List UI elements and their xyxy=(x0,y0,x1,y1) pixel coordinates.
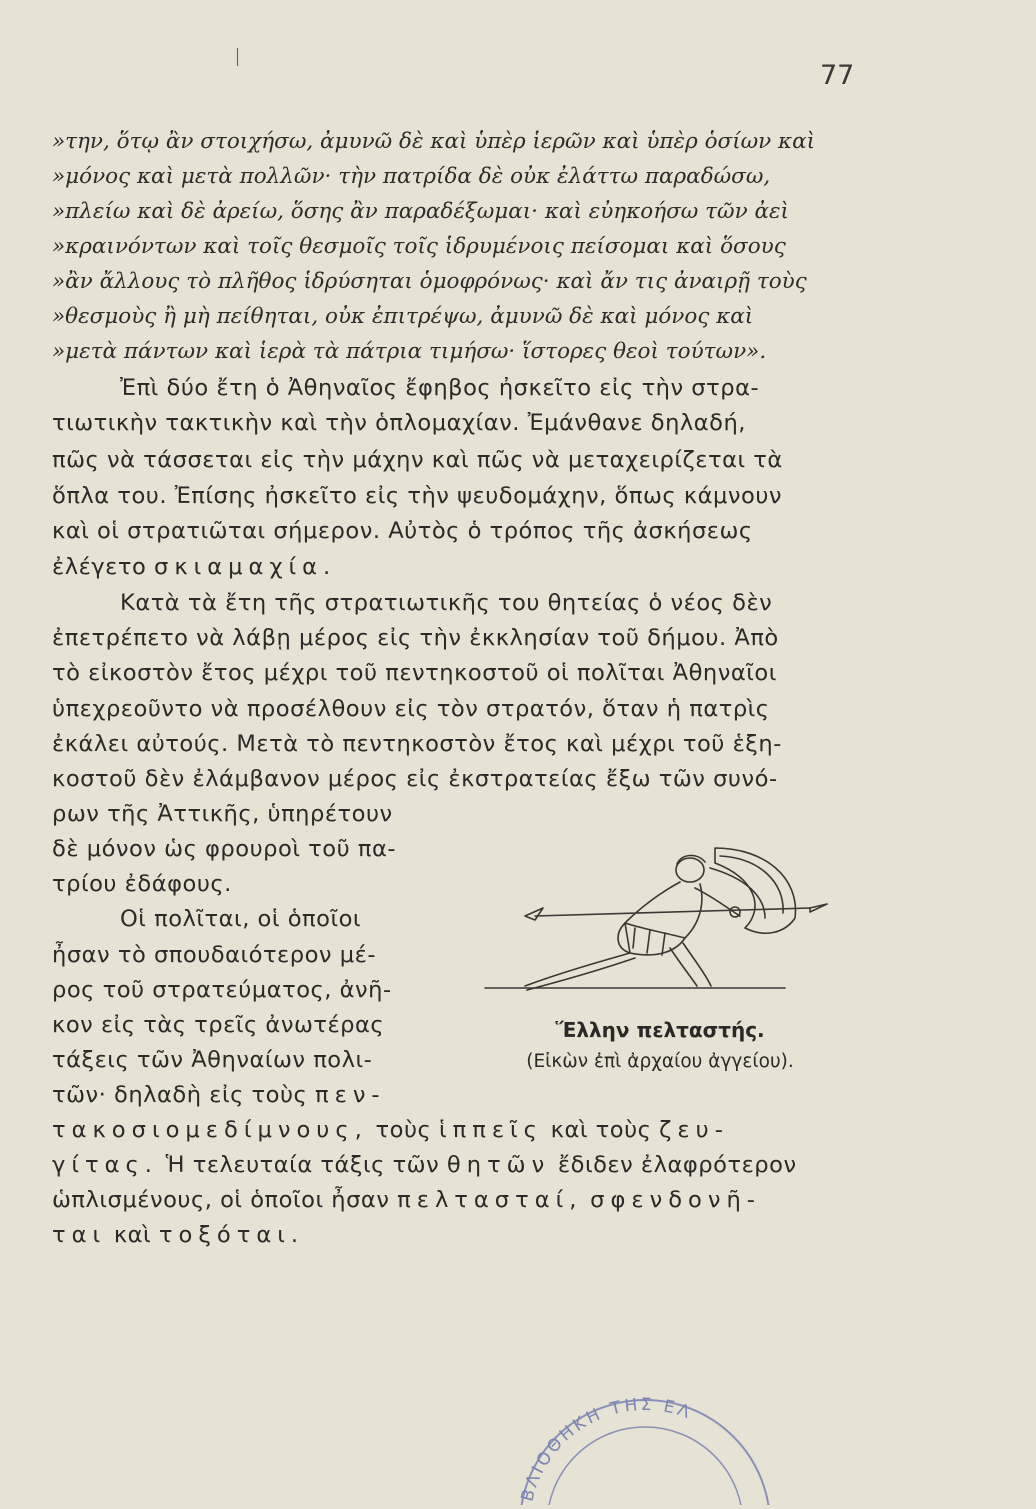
oath-line: »πλείω καὶ δὲ ἀρείω, ὅσης ἂν παραδέξωμαι· καὶ εὐηκοήσω τῶν ἀεὶ xyxy=(52,199,789,224)
emphasized-term: πεν- xyxy=(315,1082,386,1108)
text-fragment: τῶν· δηλαδὴ εἰς τοὺς xyxy=(52,1082,308,1108)
stamp-text: ΒΛΙΟΘΗΚΗ ΤΗΣ ΕΛ xyxy=(517,1394,696,1504)
text-line xyxy=(52,1222,304,1248)
text-line xyxy=(52,1187,761,1213)
oath-line: »μετὰ πάντων καὶ ἱερὰ τὰ πάτρια τιμήσω· ἵστορες θεοὶ τούτων». xyxy=(52,339,767,364)
text-line: ρος τοῦ στρατεύματος, ἀνῆ- xyxy=(52,977,392,1003)
text-line: τὸ εἰκοστὸν ἔτος μέχρι τοῦ πεντηκοστοῦ οἱ πολῖται Ἀθηναῖοι xyxy=(52,660,777,686)
text-line: κον εἰς τὰς τρεῖς ἀνωτέρας xyxy=(52,1012,385,1038)
emphasized-term: πελτασταί, xyxy=(397,1187,583,1213)
text-line xyxy=(52,554,336,580)
text-fragment: καὶ τοὺς xyxy=(550,1117,652,1143)
text-fragment: Ἡ τελευταία τάξις τῶν xyxy=(165,1152,440,1178)
emphasized-term: τοξόται. xyxy=(158,1222,305,1248)
oath-line: »μόνος καὶ μετὰ πολλῶν· τὴν πατρίδα δὲ οὐκ ἐλάττω παραδώσω, xyxy=(52,164,771,189)
text-line: καὶ οἱ στρατιῶται σήμερον. Αὐτὸς ὁ τρόπος τῆς ἀσκήσεως xyxy=(52,518,753,544)
text-line: ρων τῆς Ἀττικῆς, ὑπηρέτουν xyxy=(52,801,393,827)
text-line: ἐκάλει αὐτούς. Μετὰ τὸ πεντηκοστὸν ἔτος καὶ μέχρι τοῦ ἑξη- xyxy=(52,731,782,757)
oath-line: »κραινόντων καὶ τοῖς θεσμοῖς τοῖς ἱδρυμένοις πείσομαι καὶ ὅσους xyxy=(52,234,786,259)
emphasized-term: σφενδονῆ- xyxy=(590,1187,761,1213)
text-line: τρίου ἐδάφους. xyxy=(52,871,232,897)
text-line: δὲ μόνον ὡς φρουροὶ τοῦ πα- xyxy=(52,836,396,862)
text-fragment: τοὺς xyxy=(375,1117,432,1143)
text-line: Οἱ πολῖται, οἱ ὁποῖοι xyxy=(120,906,362,932)
text-line: ἐπετρέπετο νὰ λάβῃ μέρος εἰς τὴν ἐκκλησίαν τοῦ δήμου. Ἀπὸ xyxy=(52,625,779,651)
text-fragment: ἐλέγετο xyxy=(52,554,147,580)
text-line: ὑπεχρεοῦντο νὰ προσέλθουν εἰς τὸν στρατόν, ὅταν ἡ πατρὶς xyxy=(52,696,770,722)
emphasized-term: σκιαμαχία. xyxy=(154,554,337,580)
emphasized-term: ἱππεῖς xyxy=(438,1117,543,1143)
oath-quote xyxy=(52,124,912,369)
text-line: τάξεις τῶν Ἀθηναίων πολι- xyxy=(52,1047,373,1073)
emphasized-term: ζευ- xyxy=(659,1117,729,1143)
text-fragment: καὶ xyxy=(113,1222,152,1248)
margin-mark xyxy=(236,48,239,68)
page-number: 77 xyxy=(820,60,855,91)
oath-line: »θεσμοὺς ἢ μὴ πείθηται, οὐκ ἐπιτρέψω, ἀμυνῶ δὲ καὶ μόνος καὶ xyxy=(52,304,754,329)
text-line: κοστοῦ δὲν ἐλάμβανον μέρος εἰς ἐκστρατείας ἔξω τῶν συνό- xyxy=(52,766,778,792)
library-stamp xyxy=(500,1385,780,1505)
text-line: Ἐπὶ δύο ἔτη ὁ Ἀθηναῖος ἔφηβος ἠσκεῖτο εἰς τὴν στρα- xyxy=(120,375,760,401)
peltast-illustration xyxy=(465,808,843,1018)
text-fragment: ὡπλισμένους, οἱ ὁποῖοι ἦσαν xyxy=(52,1187,390,1213)
text-line xyxy=(52,1152,797,1178)
emphasized-term: τακοσιομεδίμνους, xyxy=(52,1117,368,1143)
emphasized-term: θητῶν xyxy=(446,1152,551,1178)
oath-line: »ἂν ἄλλους τὸ πλῆθος ἱδρύσηται ὁμοφρόνως· καὶ ἄν τις ἀναιρῇ τοὺς xyxy=(52,269,807,294)
figure-caption-title: Ἕλλην πελταστής. xyxy=(555,1018,765,1042)
emphasized-term: ται xyxy=(52,1222,107,1248)
oath-line: »την, ὅτῳ ἂν στοιχήσω, ἀμυνῶ δὲ καὶ ὑπὲρ ἱερῶν καὶ ὑπὲρ ὁσίων καὶ xyxy=(52,129,816,154)
emphasized-term: γίτας. xyxy=(52,1152,158,1178)
text-line: ὅπλα του. Ἐπίσης ἠσκεῖτο εἰς τὴν ψευδομάχην, ὅπως κάμνουν xyxy=(52,483,783,509)
text-line: ἦσαν τὸ σπουδαιότερον μέ- xyxy=(52,942,376,968)
text-line: Κατὰ τὰ ἔτη τῆς στρατιωτικῆς του θητείας ὁ νέος δὲν xyxy=(120,590,773,616)
figure-caption-source: (Εἰκὼν ἐπὶ ἀρχαίου ἀγγείου). xyxy=(526,1051,794,1072)
text-line: τιωτικὴν τακτικὴν καὶ τὴν ὁπλομαχίαν. Ἐμάνθανε δηλαδή, xyxy=(52,410,746,436)
text-line xyxy=(52,1082,386,1108)
text-line xyxy=(52,1117,729,1143)
text-line: πῶς νὰ τάσσεται εἰς τὴν μάχην καὶ πῶς νὰ μεταχειρίζεται τὰ xyxy=(52,447,783,473)
text-fragment: ἔδιδεν ἐλαφρότερον xyxy=(557,1152,797,1178)
